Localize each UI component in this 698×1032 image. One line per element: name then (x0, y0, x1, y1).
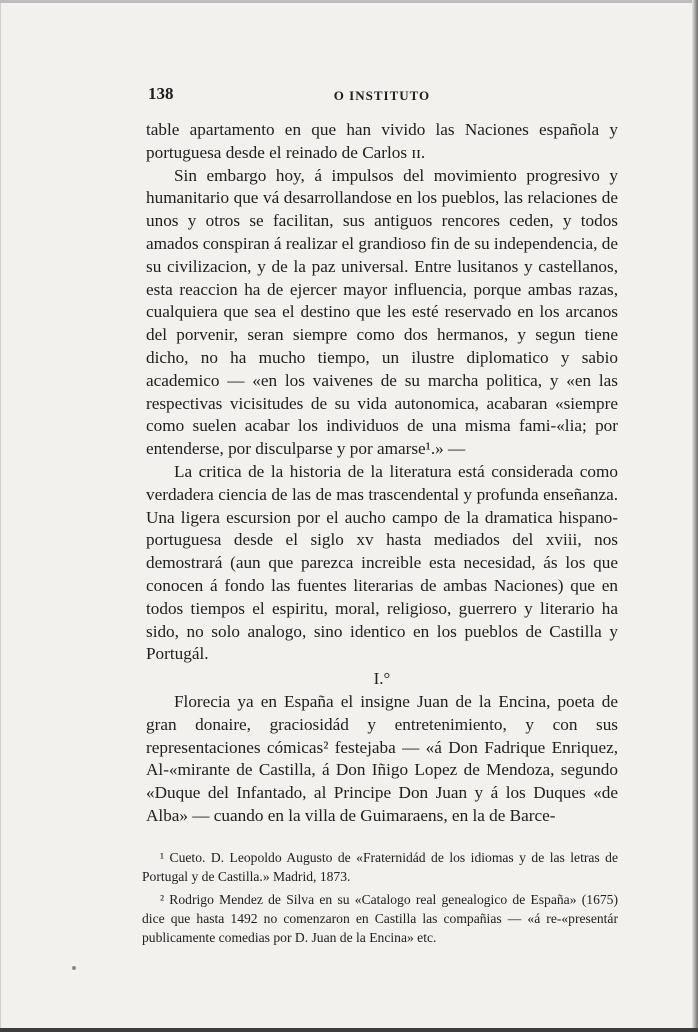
running-title: O INSTITUTO (333, 88, 431, 103)
paragraph-sin-embargo: Sin embargo hoy, á impulsos del movimiento progresivo y humanitario que vá desarrollandose en los pueblos, las relaciones de unos y otros se facilitan, sus antiguos rencores ceden, y todos amados conspiran á realizar el grandioso fin de su independencia, de su civilizacion, y de la paz universal. Entre lusitanos y castellanos, esta reaccion ha de ejercer mayor influencia, porque ambas razas, cualquiera que sea el destino que les esté reservado en los arcanos del porvenir, seran siempre como dos hermanos, y segun tiene dicho, no ha mucho tiempo, un ilustre diplomatico y sabio academico — «en los vaivenes de su marcha politica, y «en las respectivas vicisitudes de su vida autonomica, acabaran «siempre como suelen acabar los individuos de una misma fami-«lia; por entenderse, por disculparse y por amarse¹.» — (146, 165, 618, 459)
paragraph-continued: table apartamento en que han vivido las Naciones española y portuguesa desde el reinado de Carlos ɪɪ. (146, 120, 618, 162)
page-header (148, 84, 616, 106)
paragraph-florecia: Florecia ya en España el insigne Juan de la Encina, poeta de gran donaire, graciosidád y entretenimiento, y con sus representaciones cómicas² festejaba — «á Don Fadrique Enriquez, Al-«mirante de Castilla, á Don Iñigo Lopez de Mendoza, segundo «Duque del Infantado, al Principe Don Juan y á los Duques «de Alba» — cuando en la villa de Guimaraens, en la de Barce- (146, 691, 618, 825)
scan-speck (72, 966, 76, 970)
footnote-1: ¹ Cueto. D. Leopoldo Augusto de «Fraternidád de los idiomas y de las letras de Portugal y de Castilla.» Madrid, 1873. (142, 850, 618, 884)
scan-edge-right (692, 0, 698, 1032)
page-number: 138 (148, 84, 174, 103)
section-heading: I.° (373, 669, 391, 689)
scan-edge-top (0, 0, 698, 3)
footnote-2: ² Rodrigo Mendez de Silva en su «Catalogo real genealogico de España» (1675) dice que hasta 1492 no comenzaron en Castilla las compañias — «á re-«presentár publicamente comedias por D. Juan de la Encina» etc. (142, 892, 618, 945)
body-text (146, 119, 618, 828)
paragraph-la-critica: La critica de la historia de la literatura está considerada como verdadera ciencia de las de mas trascendental y profunda enseñanza. Una ligera escursion por el aucho campo de la dramatica hispano-portuguesa desde el siglo xv hasta mediados del xviii, nos demostrará (aun que parezca increible esta necesidad, ás los que conocen á fondo las fuentes literarias de ambas Naciones) que en todos tiempos el espiritu, moral, religioso, guerrero y literario ha sido, no solo analogo, sino identico en los pueblos de Castilla y Portugál. (146, 461, 618, 664)
footnotes (142, 848, 618, 947)
scan-edge-bottom (0, 1028, 698, 1032)
